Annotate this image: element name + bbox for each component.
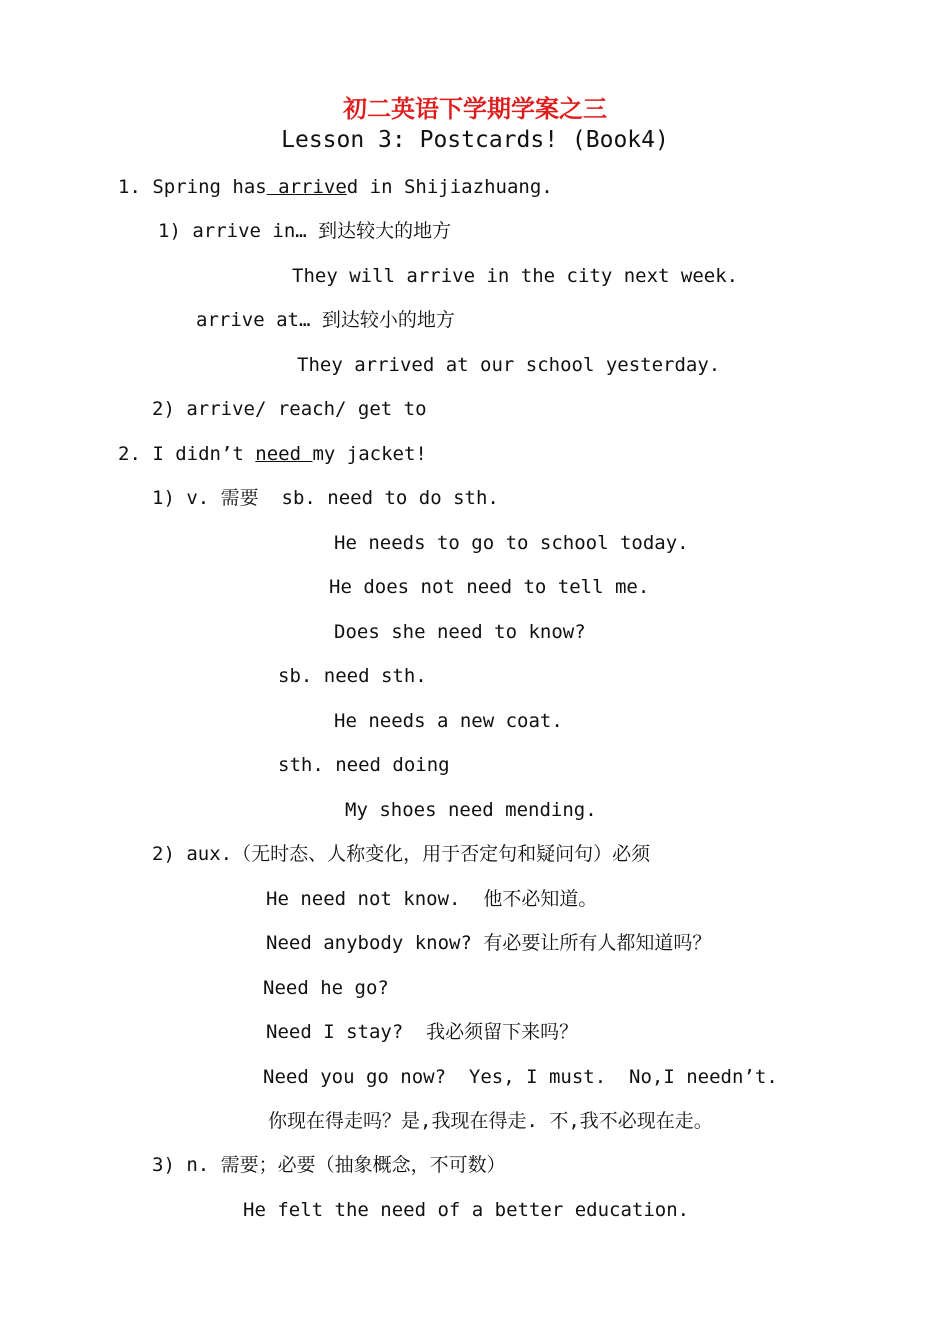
- lesson-subtitle: Lesson 3: Postcards! (Book4): [281, 127, 669, 153]
- arrive-at-usage: arrive at… 到达较小的地方: [196, 309, 455, 331]
- need-verb-heading: 1) v. 需要 sb. need to do sth.: [152, 487, 499, 509]
- item-2-heading: [118, 441, 427, 467]
- need-aux-example-6: 你现在得走吗？是,我现在得走. 不,我不必现在走。: [268, 1110, 713, 1132]
- need-noun-example: He felt the need of a better education.: [243, 1199, 690, 1221]
- need-aux-heading: 2) aux.（无时态、人称变化，用于否定句和疑问句）必须: [152, 843, 651, 865]
- need-aux-example-2: Need anybody know? 有必要让所有人都知道吗？: [266, 932, 712, 954]
- item-2-keyword: need: [255, 443, 313, 465]
- need-sth-example: He needs a new coat.: [334, 710, 563, 732]
- arrive-at-example: They arrived at our school yesterday.: [297, 354, 721, 376]
- item-1-text-post: d in Shijiazhuang.: [346, 176, 553, 198]
- need-verb-example-1: He needs to go to school today.: [334, 532, 689, 554]
- arrive-synonyms: 2) arrive/ reach/ get to: [152, 398, 427, 420]
- need-noun-heading: 3) n. 需要；必要（抽象概念，不可数）: [152, 1154, 506, 1176]
- need-verb-example-3: Does she need to know?: [334, 621, 586, 643]
- need-aux-example-3: Need he go?: [263, 977, 389, 999]
- item-1-keyword: arrive: [266, 176, 347, 198]
- need-aux-example-4: Need I stay? 我必须留下来吗？: [266, 1021, 579, 1043]
- item-1-heading: [118, 174, 553, 200]
- need-aux-example-5: Need you go now? Yes, I must. No,I needn’t.: [263, 1066, 778, 1088]
- arrive-in-usage: 1) arrive in… 到达较大的地方: [158, 220, 452, 242]
- need-doing-example: My shoes need mending.: [345, 799, 597, 821]
- need-doing-pattern: sth. need doing: [278, 754, 450, 776]
- need-sth-pattern: sb. need sth.: [278, 665, 427, 687]
- item-2-text-post: my jacket!: [312, 443, 427, 465]
- item-2-text-pre: 2. I didn’t: [118, 443, 256, 465]
- page-title: 初二英语下学期学案之三: [343, 94, 607, 123]
- need-aux-example-1: He need not know. 他不必知道。: [266, 888, 598, 910]
- item-1-text-pre: 1. Spring has: [118, 176, 267, 198]
- need-verb-example-2: He does not need to tell me.: [329, 576, 650, 598]
- arrive-in-example: They will arrive in the city next week.: [292, 265, 739, 287]
